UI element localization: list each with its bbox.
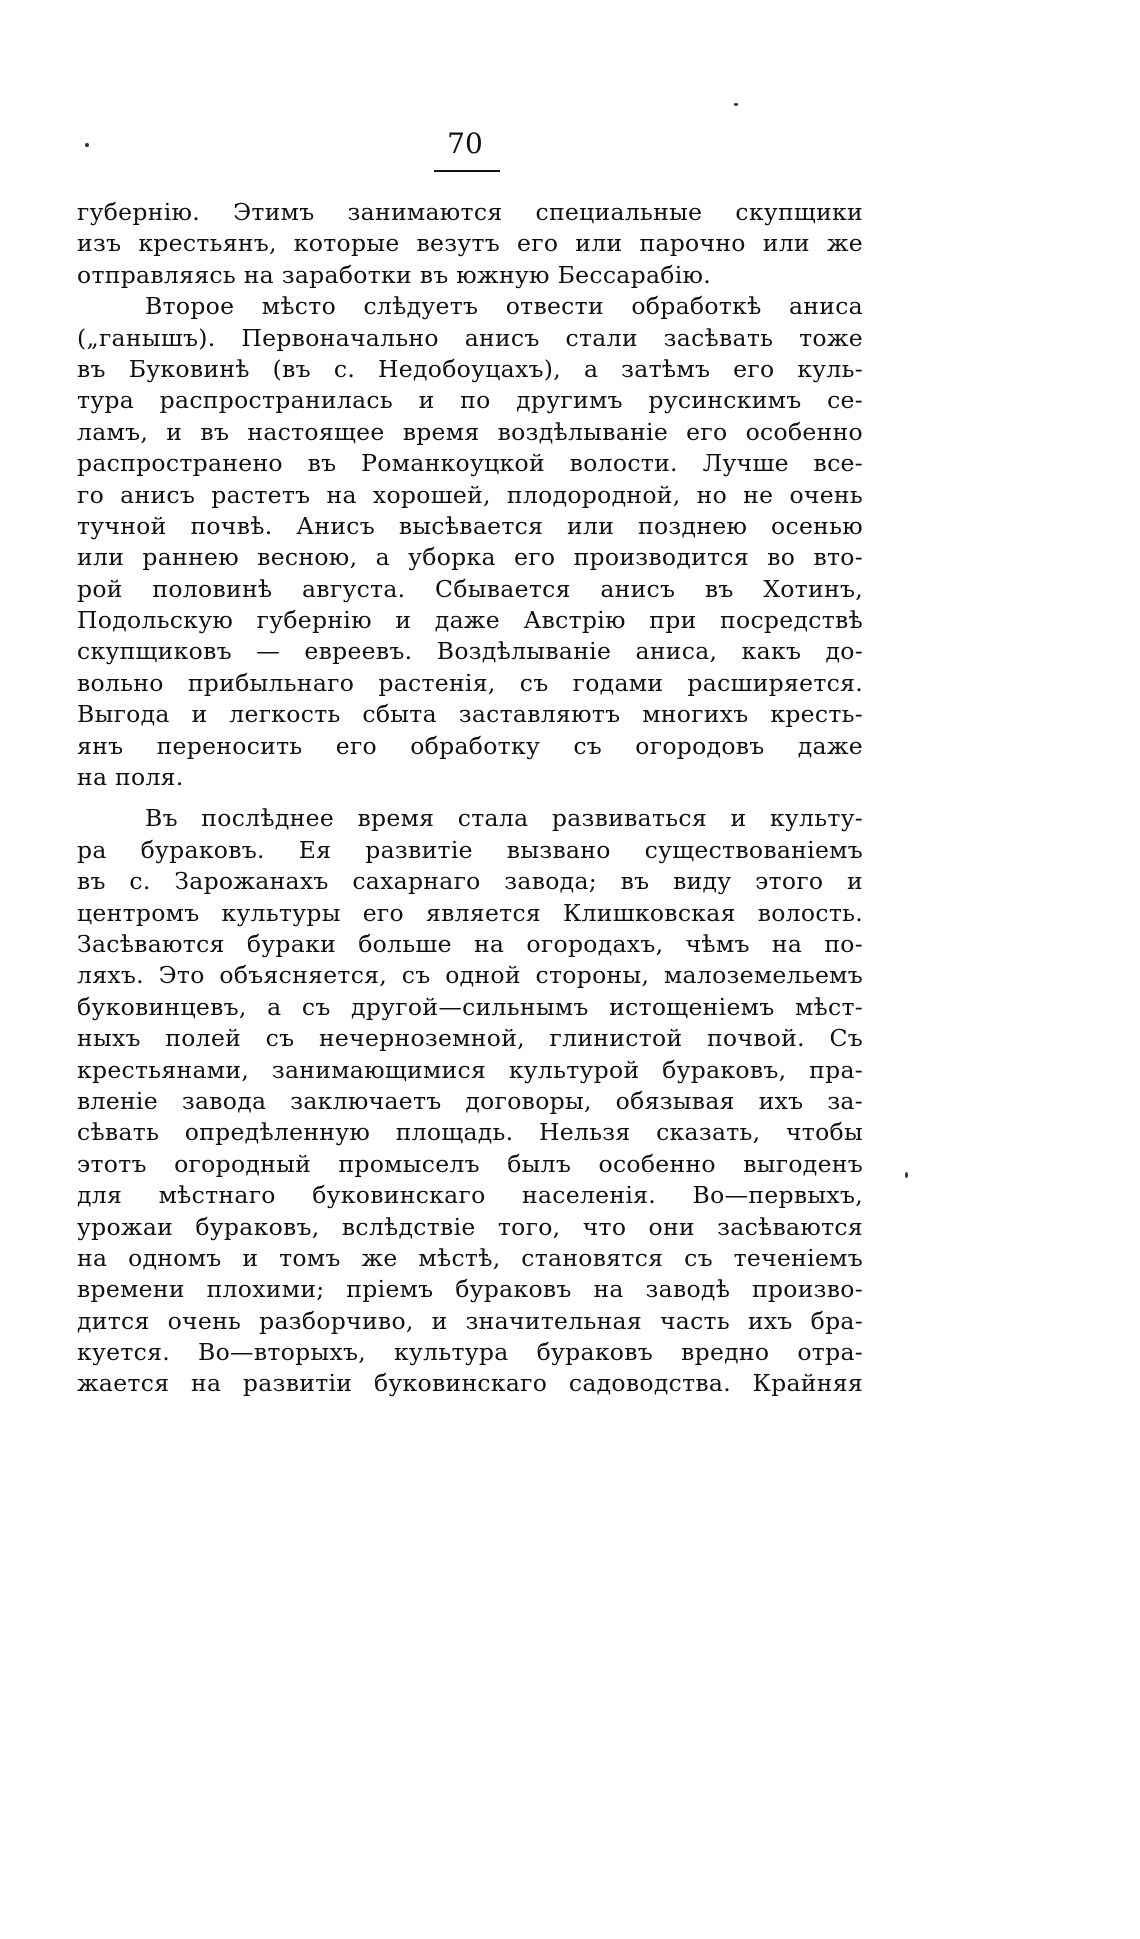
text-line: на одномъ и томъ же мѣстѣ, становятся съ теченіемъ [77,1243,863,1272]
text-line: распространено въ Романкоуцкой волости. Лучше все- [77,449,863,478]
scan-speck [905,1172,908,1178]
paragraph-1 [77,197,863,291]
text-line: для мѣстнаго буковинскаго населенія. Во—первыхъ, [77,1181,863,1210]
page-number-underline [434,170,500,172]
text-line: буковинцевъ, а съ другой—сильнымъ истощеніемъ мѣст- [77,992,863,1021]
text-line: центромъ культуры его является Клишковская волость. [77,898,863,927]
text-line: отправляясь на заработки въ южную Бессарабію. [77,260,712,289]
text-line: вленіе завода заключаетъ договоры, обязывая ихъ за- [77,1086,863,1115]
text-line: на поля. [77,763,184,792]
text-line: янъ переносить его обработку съ огородовъ даже [77,731,863,760]
text-line: тучной почвѣ. Анисъ высѣвается или позднею осенью [77,511,863,540]
text-line: времени плохими; пріемъ бураковъ на заводѣ произво- [77,1275,863,1304]
paragraph-3 [77,803,863,1399]
text-line: сѣвать опредѣленную площадь. Нельзя сказать, чтобы [77,1118,863,1147]
text-line: Второе мѣсто слѣдуетъ отвести обработкѣ аниса [145,292,863,321]
page-number: 70 [447,127,483,160]
paragraph-gap [77,793,863,803]
paragraph-2 [77,291,863,793]
text-line: или раннею весною, а уборка его производится во вто- [77,543,863,572]
text-line: жается на развитіи буковинскаго садоводства. Крайняя [77,1369,863,1398]
text-line: го анисъ растетъ на хорошей, плодородной, но не очень [77,480,863,509]
text-line: Выгода и легкость сбыта заставляютъ многихъ кресть- [77,700,863,729]
page-body-text [77,197,863,1400]
text-line: ламъ, и въ настоящее время воздѣлываніе его особенно [77,417,863,446]
text-line: ныхъ полей съ нечерноземной, глинистой почвой. Съ [77,1024,863,1053]
text-line: крестьянами, занимающимися культурой бураковъ, пра- [77,1055,863,1084]
text-line: ра бураковъ. Ея развитіе вызвано существованіемъ [77,835,863,864]
text-line: куется. Во—вторыхъ, культура бураковъ вредно отра- [77,1338,863,1367]
scan-speck [734,103,738,106]
scan-speck [85,143,89,147]
text-line: ляхъ. Это объясняется, съ одной стороны, малоземельемъ [77,961,863,990]
text-line: Подольскую губернію и даже Австрію при посредствѣ [77,606,863,635]
text-line: въ Буковинѣ (въ с. Недобоуцахъ), а затѣмъ его куль- [77,354,863,383]
text-line: („ганышъ). Первоначально анисъ стали засѣвать тоже [77,323,863,352]
text-line: вольно прибыльнаго растенія, съ годами расширяется. [77,668,863,697]
text-line: рой половинѣ августа. Сбывается анисъ въ Хотинъ, [77,574,863,603]
text-line: дится очень разборчиво, и значительная часть ихъ бра- [77,1306,863,1335]
text-line: урожаи бураковъ, вслѣдствіе того, что они засѣваются [77,1212,863,1241]
text-line: губернію. Этимъ занимаются специальные скупщики [77,198,863,226]
text-line: этотъ огородный промыселъ былъ особенно выгоденъ [77,1149,863,1178]
text-line: скупщиковъ — евреевъ. Воздѣлываніе аниса, какъ до- [77,637,863,666]
text-line: Въ послѣднее время стала развиваться и культу- [145,804,863,833]
text-line: тура распространилась и по другимъ русинскимъ се- [77,386,863,415]
text-line: изъ крестьянъ, которые везутъ его или парочно или же [77,229,863,258]
text-line: Засѣваются бураки больше на огородахъ, чѣмъ на по- [77,929,863,958]
text-line: въ с. Зарожанахъ сахарнаго завода; въ виду этого и [77,867,863,896]
